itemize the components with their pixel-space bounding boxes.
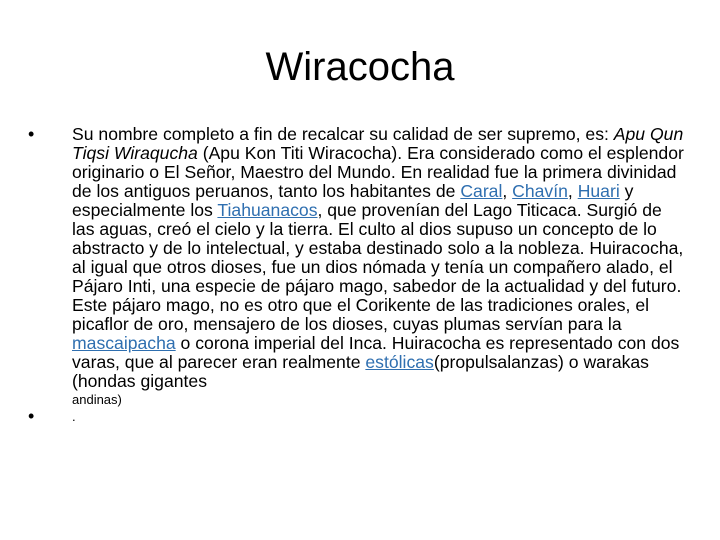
text-segment: , que provenían del Lago Titicaca. Surgió de las aguas, creó el cielo y la tierra. El culto al dios supuso un concepto de lo abstracto y de lo intelectual, y estaba destinado solo a la nobleza. Huiracocha, al igual que otros dioses, fue un dios nómada y tenía un compañero alado, el Pájaro Inti, una especie de pájaro mago, sabedor de la actualidad y del futuro. Este pájaro mago, no es otro que el Corikente de las tradiciones orales, el picaflor de oro, mensajero de los dioses, cuyas plumas servían para la: [72, 200, 684, 334]
bullet-item-2: [28, 408, 688, 425]
bullet-text: .: [72, 409, 76, 424]
text-segment: y especialmente los: [72, 181, 634, 220]
bullet-marker: •: [28, 406, 35, 426]
italic-name: Apu Qun Tiqsi Wiraqucha: [72, 124, 684, 163]
bullet-item-1: [28, 125, 688, 408]
text-segment: (Apu Kon Titi Wiracocha). Era considerado como el esplendor originario o El Señor, Maestro del Mundo. En realidad fue la primera divinidad de los antiguos peruanos, tanto los habitantes de: [72, 143, 684, 201]
text-segment: o corona imperial del Inca. Huiracocha es representado con dos varas, que al parecer eran realmente: [72, 333, 680, 372]
link-mascaipacha[interactable]: mascaipacha: [72, 333, 176, 353]
link-caral[interactable]: Caral: [460, 181, 503, 201]
bullet-marker: •: [28, 124, 35, 144]
link-huari[interactable]: Huari: [577, 181, 620, 201]
text-segment: ,: [502, 181, 513, 201]
text-segment: ,: [567, 181, 578, 201]
bullet-list: [28, 125, 688, 425]
link-tiahuanacos[interactable]: Tiahuanacos: [217, 200, 318, 220]
text-segment: (propulsalanzas) o warakas (hondas gigantes: [72, 352, 649, 391]
bullet-text: [72, 125, 688, 391]
slide-title: Wiracocha: [265, 45, 455, 89]
link-chavin[interactable]: Chavín: [512, 181, 568, 201]
text-segment: Su nombre completo a fin de recalcar su calidad de ser supremo, es:: [72, 124, 614, 144]
bullet-text-continuation: andinas): [72, 392, 122, 407]
link-estolicas[interactable]: estólicas: [365, 352, 434, 372]
